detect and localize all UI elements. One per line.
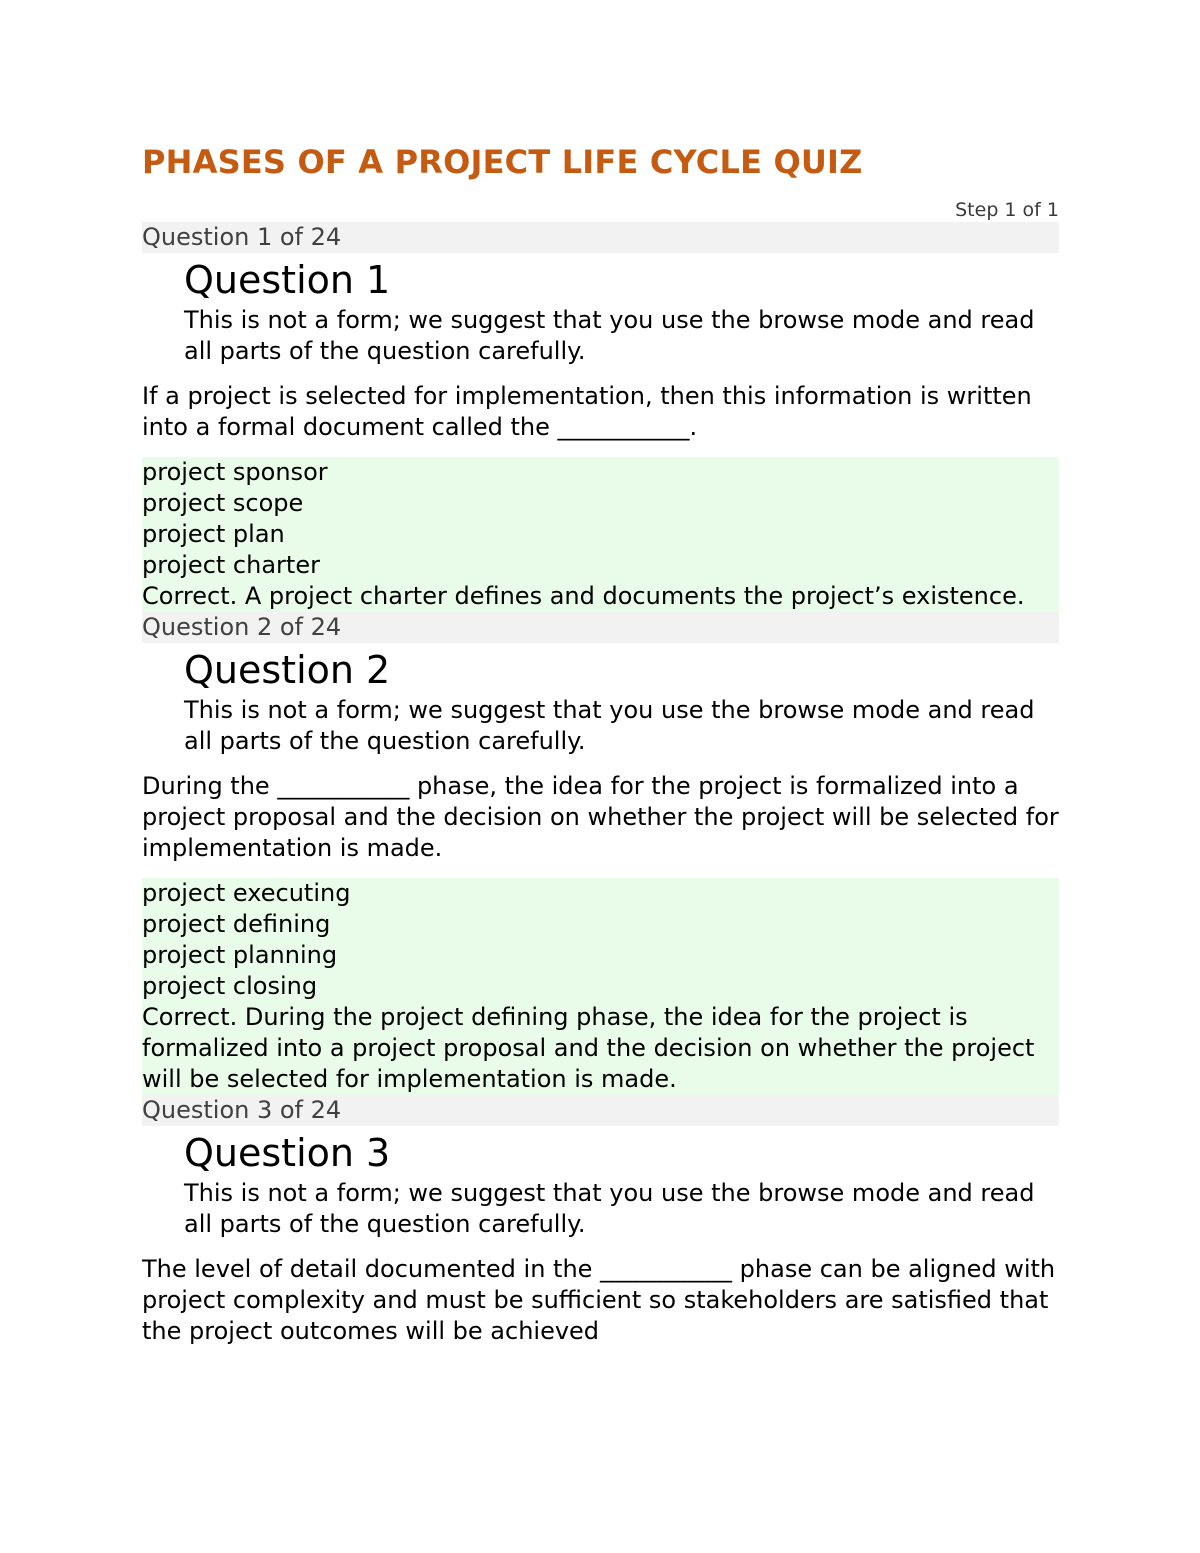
question-header: Question 3 of 24 — [142, 1095, 1059, 1126]
question-note: This is not a form; we suggest that you use the browse mode and read all parts of the question carefully. — [184, 1179, 1035, 1238]
question-intro — [142, 255, 1059, 367]
question-section — [142, 1095, 1059, 1347]
question-title: Question 3 — [184, 1131, 391, 1175]
question-note: This is not a form; we suggest that you use the browse mode and read all parts of the question carefully. — [184, 306, 1035, 365]
page-title: PHASES OF A PROJECT LIFE CYCLE QUIZ — [142, 143, 863, 181]
answer-feedback: Correct. A project charter defines and documents the project’s existence. — [142, 582, 1025, 610]
question-header: Question 2 of 24 — [142, 612, 1059, 643]
answer-option: project defining — [142, 910, 331, 938]
question-section — [142, 222, 1059, 612]
step-indicator: Step 1 of 1 — [955, 199, 1059, 221]
answer-option: project sponsor — [142, 458, 328, 486]
answer-list — [142, 457, 1059, 612]
answer-list — [142, 878, 1059, 1095]
answer-option: project executing — [142, 879, 351, 907]
question-header: Question 1 of 24 — [142, 222, 1059, 253]
question-text: If a project is selected for implementation, then this information is written into a formal document called the ___________. — [142, 382, 1032, 441]
question-text: During the ___________ phase, the idea for the project is formalized into a project proposal and the decision on whether the project will be selected for implementation is made. — [142, 772, 1059, 862]
answer-feedback: Correct. During the project defining phase, the idea for the project is formalized into a project proposal and the decision on whether the project will be selected for implementation is made. — [142, 1003, 1035, 1093]
answer-option: project planning — [142, 941, 338, 969]
answer-option: project plan — [142, 520, 285, 548]
question-section — [142, 612, 1059, 1095]
answer-option: project charter — [142, 551, 320, 579]
answer-option: project closing — [142, 972, 318, 1000]
question-intro — [142, 1128, 1059, 1240]
question-title: Question 1 — [184, 258, 391, 302]
answer-option: project scope — [142, 489, 304, 517]
question-note: This is not a form; we suggest that you use the browse mode and read all parts of the question carefully. — [184, 696, 1035, 755]
document-page — [142, 140, 1059, 1347]
question-text: The level of detail documented in the ___________ phase can be aligned with project complexity and must be sufficient so stakeholders are satisfied that the project outcomes will be achieved — [142, 1255, 1056, 1345]
question-title: Question 2 — [184, 648, 391, 692]
question-intro — [142, 645, 1059, 757]
